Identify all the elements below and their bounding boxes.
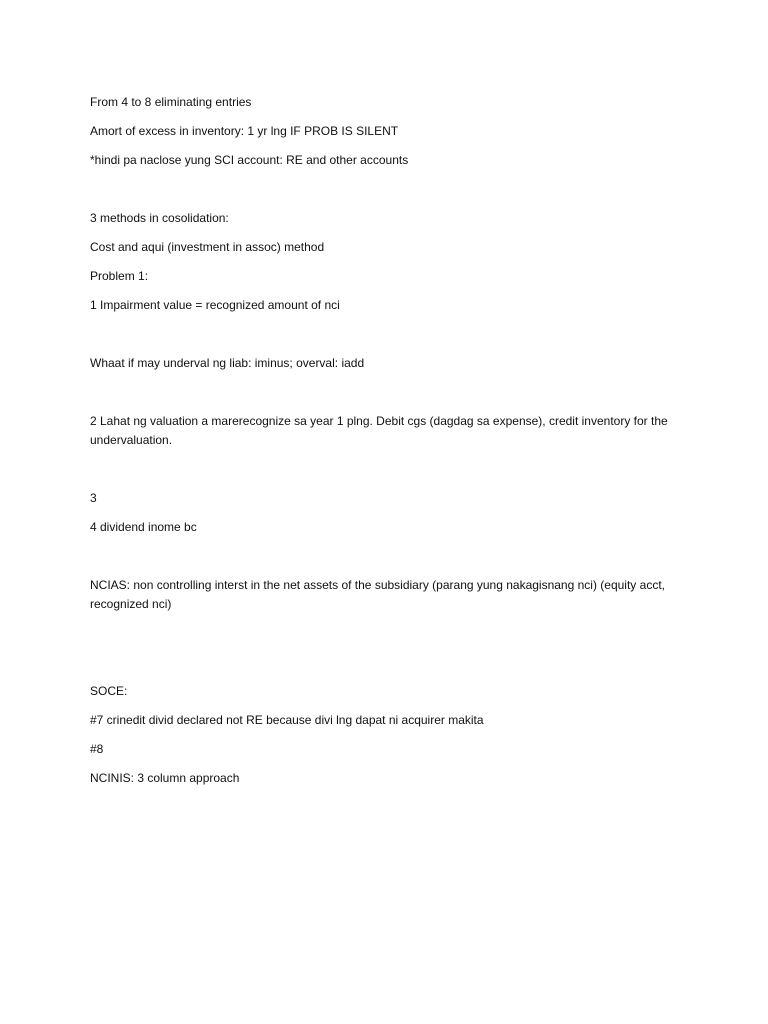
text-line: #7 crinedit divid declared not RE because divi lng dapat ni acquirer makita bbox=[90, 713, 484, 727]
text-line: Whaat if may underval ng liab: iminus; overval: iadd bbox=[90, 356, 365, 370]
text-line: Cost and aqui (investment in assoc) method bbox=[90, 240, 325, 254]
text-line: From 4 to 8 eliminating entries bbox=[90, 95, 252, 109]
text-line: #8 bbox=[90, 742, 104, 756]
text-line: 2 Lahat ng valuation a marerecognize sa year 1 plng. Debit cgs (dagdag sa expense), credit inventory for the undervaluation. bbox=[90, 414, 672, 447]
text-line: 4 dividend inome bc bbox=[90, 520, 197, 534]
text-line: 1 Impairment value = recognized amount of nci bbox=[90, 298, 340, 312]
text-line: Amort of excess in inventory: 1 yr lng IF PROB IS SILENT bbox=[90, 124, 399, 138]
text-line: *hindi pa naclose yung SCI account: RE and other accounts bbox=[90, 153, 409, 167]
text-line: SOCE: bbox=[90, 684, 128, 698]
text-line: 3 bbox=[90, 491, 97, 505]
text-line: 3 methods in cosolidation: bbox=[90, 211, 229, 225]
text-line: NCINIS: 3 column approach bbox=[90, 771, 240, 785]
text-line: Problem 1: bbox=[90, 269, 149, 283]
text-line: NCIAS: non controlling interst in the net assets of the subsidiary (parang yung nakagisnang nci) (equity acct, recognized nci) bbox=[90, 578, 669, 611]
